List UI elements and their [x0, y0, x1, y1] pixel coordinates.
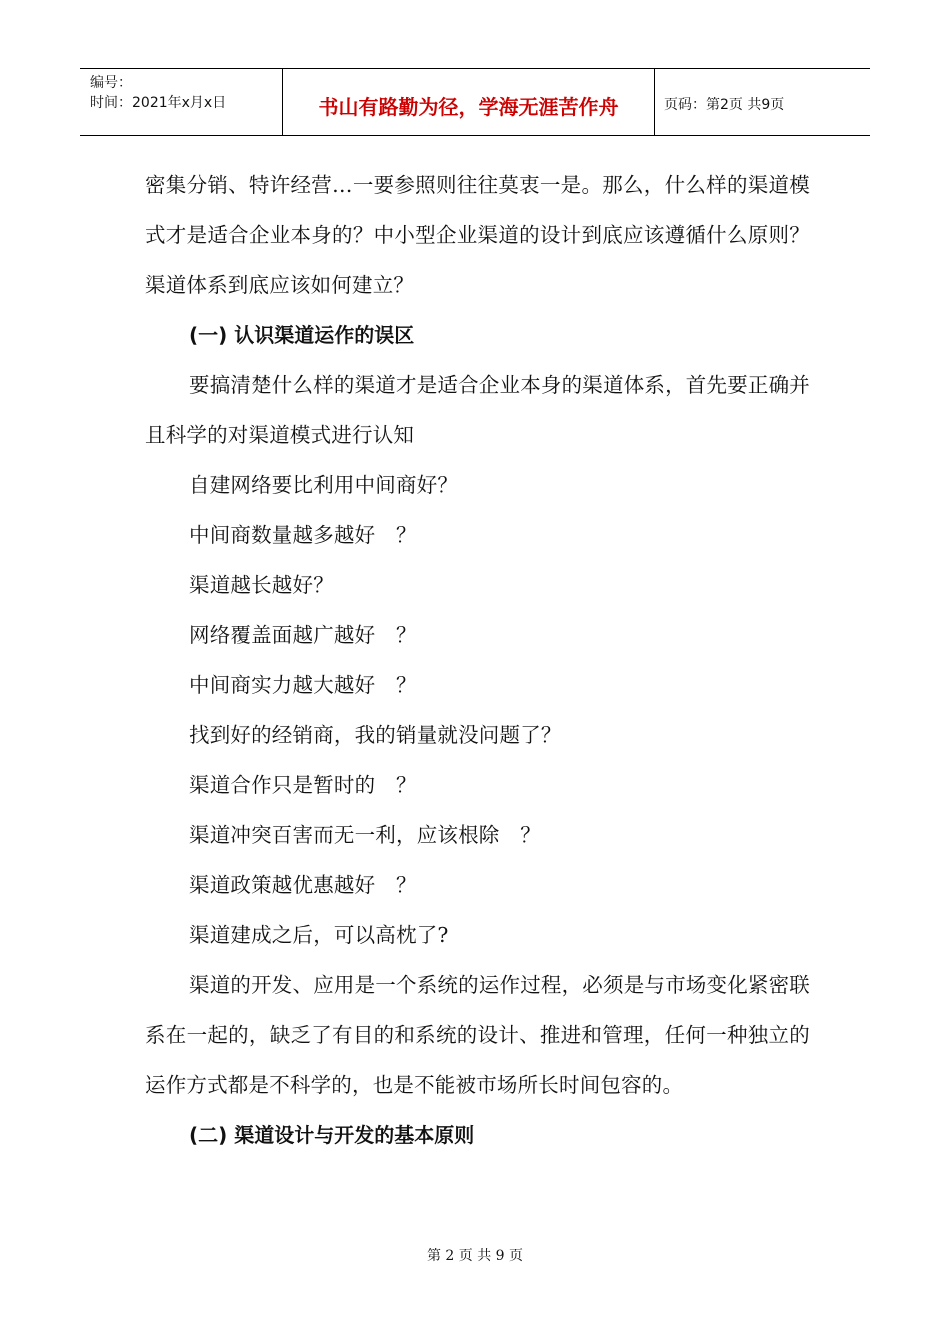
question-item: 渠道越长越好？ [189, 573, 334, 597]
section-heading-2: (二) 渠道设计与开发的基本原则 [189, 1123, 475, 1147]
question-item: 渠道冲突百害而无一利，应该根除 ？ [189, 823, 541, 847]
question-item: 渠道政策越优惠越好 ？ [189, 873, 417, 897]
question-item: 网络覆盖面越广越好 ？ [189, 623, 417, 647]
header-page-info: 页码：第2页 共9页 [664, 97, 785, 113]
body-paragraph-2: 渠道的开发、应用是一个系统的运作过程，必须是与市场变化紧密联系在一起的，缺乏了有目的和系统的设计、推进和管理，任何一种独立的运作方式都是不科学的，也是不能被市场所长时间包容的。 [145, 973, 810, 1097]
page-footer: 第 2 页 共 9 页 [426, 1248, 524, 1264]
intro-paragraph: 密集分销、特许经营…一要参照则往往莫衷一是。那么，什么样的渠道模式才是适合企业本身的？中小型企业渠道的设计到底应该遵循什么原则？渠道体系到底应该如何建立？ [145, 173, 810, 297]
question-item: 渠道建成之后，可以高枕了? [189, 923, 449, 947]
body-paragraph-1: 要搞清楚什么样的渠道才是适合企业本身的渠道体系，首先要正确并且科学的对渠道模式进行认知 [145, 373, 810, 447]
question-item: 中间商实力越大越好 ？ [189, 673, 417, 697]
section-heading-1: (一) 认识渠道运作的误区 [189, 323, 415, 347]
question-item: 中间商数量越多越好 ？ [189, 523, 417, 547]
header-meta [80, 69, 283, 135]
header-motto: 书山有路勤为径，学海无涯苦作舟 [283, 69, 655, 135]
document-body [145, 160, 810, 1160]
document-date: 时间：2021年x月x日 [90, 95, 227, 111]
page-header [80, 68, 870, 136]
document-number-label: 编号： [90, 75, 132, 91]
question-item: 自建网络要比利用中间商好？ [189, 473, 459, 497]
question-item: 渠道合作只是暂时的 ？ [189, 773, 417, 797]
question-item: 找到好的经销商，我的销量就没问题了？ [189, 723, 562, 747]
